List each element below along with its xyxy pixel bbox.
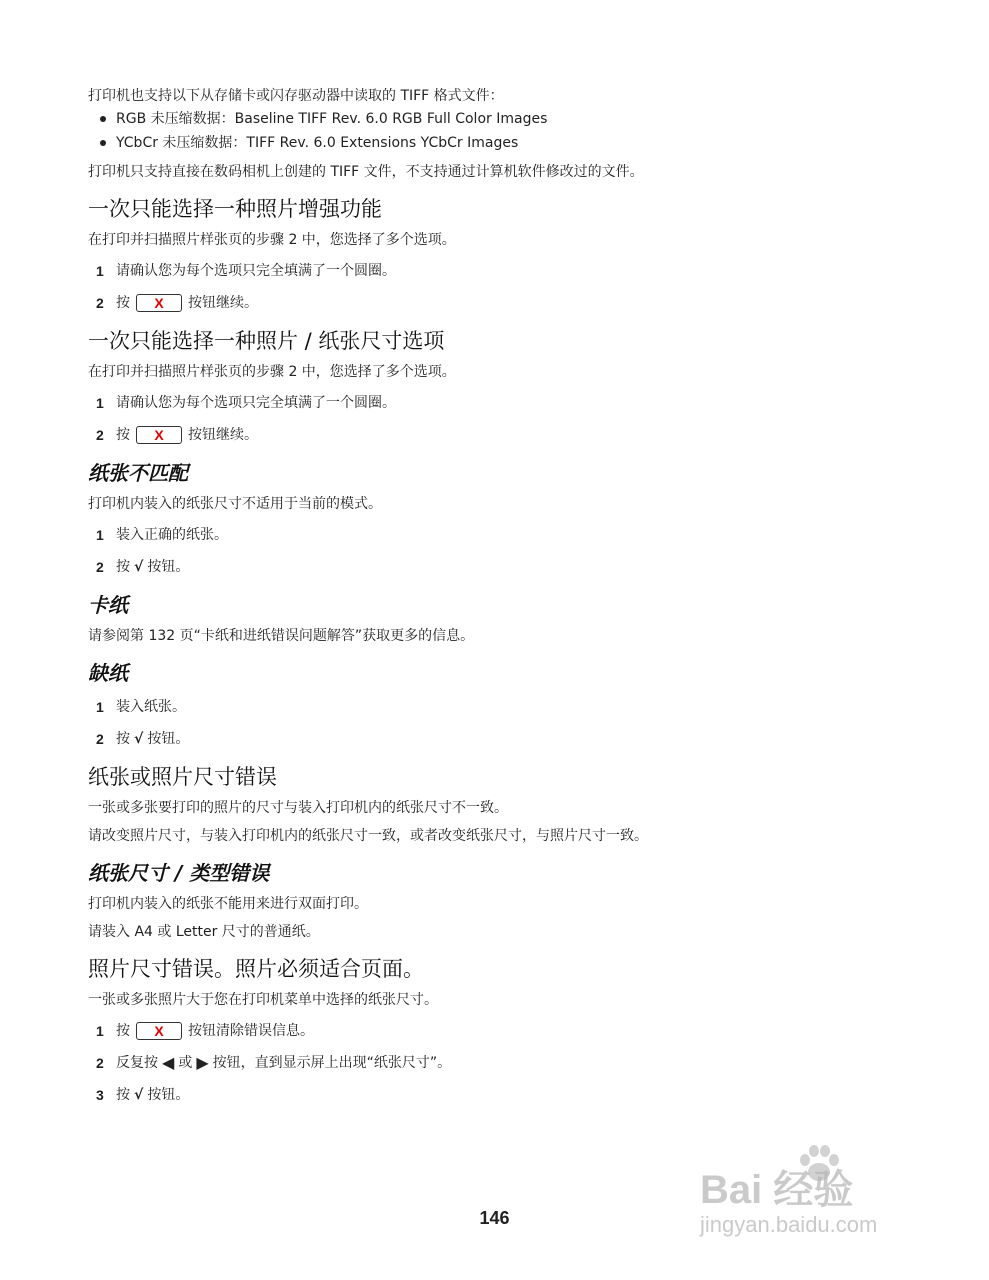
step-text: 请确认您为每个选项只完全填满了一个圆圈。	[116, 263, 396, 279]
intro-text: 打印机也支持以下从存储卡或闪存驱动器中读取的 TIFF 格式文件：	[88, 88, 504, 104]
bullet-icon	[100, 140, 106, 146]
step-item	[96, 1019, 908, 1043]
section-title: 纸张尺寸 / 类型错误	[88, 861, 270, 885]
cancel-x-icon: X	[136, 294, 182, 312]
step-text: 按	[116, 1023, 130, 1039]
step-number: 1	[96, 263, 104, 279]
step-text: 按钮，直到显示屏上出现“纸张尺寸”。	[212, 1055, 452, 1071]
step-item	[96, 259, 908, 283]
section-desc: 请参阅第 132 页“卡纸和进纸错误问题解答”获取更多的信息。	[88, 628, 475, 644]
watermark	[700, 1140, 940, 1250]
section-desc: 请改变照片尺寸，与装入打印机内的纸张尺寸一致，或者改变纸张尺寸，与照片尺寸一致。	[88, 828, 648, 844]
step-number: 2	[96, 731, 104, 747]
step-number: 1	[96, 1023, 104, 1039]
bullet-text: RGB 未压缩数据：Baseline TIFF Rev. 6.0 RGB Full Color Images	[116, 111, 548, 127]
step-text: 按钮继续。	[188, 427, 258, 443]
bullet-text: YCbCr 未压缩数据：TIFF Rev. 6.0 Extensions YCbCr Images	[116, 135, 519, 151]
step-item	[96, 523, 908, 547]
step-text: 按	[116, 559, 130, 575]
step-text: 反复按	[116, 1055, 158, 1071]
section-title: 卡纸	[88, 593, 128, 617]
section-title: 一次只能选择一种照片增强功能	[88, 197, 382, 221]
step-number: 1	[96, 699, 104, 715]
intro-note: 打印机只支持直接在数码相机上创建的 TIFF 文件，不支持通过计算机软件修改过的文件。	[88, 164, 644, 180]
right-arrow-icon: ▶	[196, 1053, 209, 1072]
step-text: 按	[116, 731, 130, 747]
checkmark-icon: √	[134, 731, 144, 747]
section-desc: 一张或多张要打印的照片的尺寸与装入打印机内的纸张尺寸不一致。	[88, 800, 508, 816]
cancel-x-icon: X	[136, 1022, 182, 1040]
step-item	[96, 695, 908, 719]
step-text: 按	[116, 295, 130, 311]
document-page	[88, 85, 908, 1107]
section-title: 纸张不匹配	[88, 461, 188, 485]
step-text: 装入正确的纸张。	[116, 527, 228, 543]
step-text: 按钮。	[147, 1087, 190, 1103]
cancel-x-icon: X	[136, 426, 182, 444]
left-arrow-icon: ◀	[162, 1053, 175, 1072]
step-number: 2	[96, 295, 104, 311]
list-item	[100, 107, 908, 131]
step-text: 按钮。	[147, 731, 190, 747]
section-desc: 打印机内装入的纸张不能用来进行双面打印。	[88, 896, 368, 912]
step-number: 2	[96, 559, 104, 575]
watermark-brand: Bai 经验	[700, 1168, 854, 1212]
bullet-icon	[100, 116, 106, 122]
step-item	[96, 291, 908, 315]
step-item	[96, 555, 908, 579]
step-item	[96, 423, 908, 447]
step-item	[96, 391, 908, 415]
step-item	[96, 1083, 908, 1107]
step-text: 或	[178, 1055, 193, 1071]
step-number: 1	[96, 395, 104, 411]
step-number: 2	[96, 1055, 104, 1071]
section-title: 缺纸	[88, 661, 128, 685]
page-number: 146	[479, 1208, 510, 1228]
section-desc: 打印机内装入的纸张尺寸不适用于当前的模式。	[88, 496, 382, 512]
step-text: 按钮清除错误信息。	[188, 1023, 314, 1039]
checkmark-icon: √	[134, 1087, 144, 1103]
section-title: 纸张或照片尺寸错误	[88, 765, 277, 789]
section-title: 一次只能选择一种照片 / 纸张尺寸选项	[88, 329, 445, 353]
step-text: 按	[116, 1087, 130, 1103]
section-desc: 在打印并扫描照片样张页的步骤 2 中，您选择了多个选项。	[88, 232, 456, 248]
step-number: 1	[96, 527, 104, 543]
watermark-url: jingyan.baidu.com	[700, 1212, 878, 1237]
step-item	[96, 727, 908, 751]
step-text: 装入纸张。	[116, 699, 186, 715]
step-text: 按	[116, 427, 130, 443]
section-desc: 在打印并扫描照片样张页的步骤 2 中，您选择了多个选项。	[88, 364, 456, 380]
step-number: 3	[96, 1087, 104, 1103]
step-text: 按钮继续。	[188, 295, 258, 311]
section-title: 照片尺寸错误。照片必须适合页面。	[88, 957, 424, 981]
section-desc: 一张或多张照片大于您在打印机菜单中选择的纸张尺寸。	[88, 992, 438, 1008]
section-desc: 请装入 A4 或 Letter 尺寸的普通纸。	[88, 924, 320, 940]
checkmark-icon: √	[134, 559, 144, 575]
step-text: 按钮。	[147, 559, 190, 575]
step-number: 2	[96, 427, 104, 443]
step-item	[96, 1051, 908, 1075]
step-text: 请确认您为每个选项只完全填满了一个圆圈。	[116, 395, 396, 411]
list-item	[100, 131, 908, 155]
